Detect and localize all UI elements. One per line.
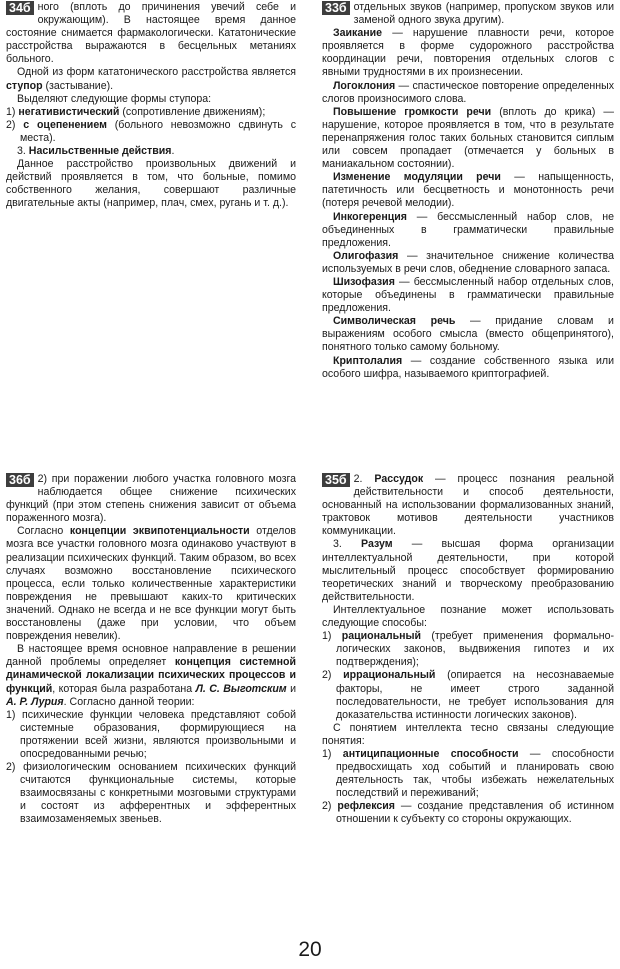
list-item: 1) психические функции человека представляют собой системные образования, формирующиеся на протяжении всей жизни, являются произвольными и опосредованными речью; xyxy=(6,708,296,760)
paragraph: Данное расстройство произвольных движений и действий проявляется в том, что больные, помимо собственного желания, совершают различные двигательные акты (например, плач, смех, ругань и т. д.). xyxy=(6,158,296,210)
list-item: 2) физиологическим основанием психических функций считаются функциональные системы, которые взаимосвязаны с конкретными мозговыми структурами и состоят из афферентных и эфферентных взаимозаменяемых звеньев. xyxy=(6,761,296,826)
list-item: 2) иррациональный (опирается на несознаваемые факторы, не имеет строго заданной последовательности, не требует использования для доказательства истинности логических законов). xyxy=(322,669,614,721)
term: рефлексия xyxy=(337,800,395,813)
term: Инкогеренция xyxy=(333,210,407,223)
card-badge: 35б xyxy=(322,473,350,487)
page-number: 20 xyxy=(298,938,322,961)
term: Заикание xyxy=(333,27,383,40)
term-definition: Символическая речь — придание словам и выражениям особого смысла (вместо общепринятого), понятного только самому больному. xyxy=(322,315,614,354)
paragraph: Выделяют следующие формы ступора: xyxy=(17,92,212,105)
term-definition: Олигофазия — значительное снижение количества используемых в речи слов, обеднение словарного запаса. xyxy=(322,249,614,275)
paragraph: Согласно концепции эквипотенциальности отделов мозга все участки головного мозга одинаково участвуют в реализации психических функций. Таким образом, во всех случаях возможно восстановление психического процесса, если только количественные характеристики повреждения не превышают каких-то критических значений. Однако не всегда и не все функции могут быть восстановлены (даже при условии, что объем повреждения невелик). xyxy=(6,525,296,643)
term: Криптолалия xyxy=(333,354,403,367)
author: А. Р. Лурия xyxy=(6,695,64,708)
paragraph: 2) при поражении любого участка головного мозга наблюдается общее снижение психических функций (при этом степень снижения зависит от объема пораженного мозга). xyxy=(6,473,296,525)
paragraph: ного (вплоть до причинения увечий себе и окружающим). В настоящее время данное состояние снимается фармакологически. Кататонические расстройства выражаются в бесцельных метаниях больного. xyxy=(6,1,296,66)
term-definition: Криптолалия — создание собственного языка или особого шифра, называемого криптографией. xyxy=(322,354,614,380)
term: Шизофазия xyxy=(333,275,395,288)
term: Повышение громкости речи xyxy=(333,105,492,118)
term: с оцепенением xyxy=(23,118,107,131)
card-34b xyxy=(6,1,296,211)
term: Разум xyxy=(361,538,393,551)
term: иррациональный xyxy=(343,669,436,682)
paragraph: отдельных звуков (например, пропуском звуков или заменой одного звука другим). xyxy=(353,1,614,27)
card-badge: 36б xyxy=(6,473,34,487)
term: ступор xyxy=(6,79,43,92)
card-badge: 33б xyxy=(322,1,350,15)
list-item: 1) рациональный (требует применения формально-логических законов, выдвижения гипотез и их подтверждения); xyxy=(322,630,614,669)
paragraph: Интеллектуальное познание может использовать следующие способы: xyxy=(322,603,614,630)
paragraph: 3. Разум — высшая форма организации интеллектуальной деятельности, при которой мыслительный процесс способствует формированию теоретических знаний и творческому преобразованию действительности. xyxy=(322,538,614,603)
card-badge: 34б xyxy=(6,1,34,15)
term-definition: Логоклония — спастическое повторение определенных слогов произносимого слова. xyxy=(322,79,614,105)
term: негативистический xyxy=(18,105,120,118)
term: Олигофазия xyxy=(333,249,399,262)
term: Насильственные действия xyxy=(28,145,172,158)
list-item: 2) рефлексия — создание представления об истинном отношении к субъекту со стороны окружающих. xyxy=(322,800,614,826)
term: концепция системной динамической локализации психических процессов и функций xyxy=(6,656,296,695)
paragraph: С понятием интеллекта тесно связаны следующие понятия: xyxy=(322,721,614,747)
author: Л. С. Выготским xyxy=(195,682,287,695)
paragraph: В настоящее время основное направление в решении данной проблемы определяет концепция системной динамической локализации психических процессов и функций, которая была разработана Л. С. Выготским и А. Р. Лурия. Согласно данной теории: xyxy=(6,643,296,708)
term: антиципационные способности xyxy=(342,747,519,760)
term: Символическая речь xyxy=(333,315,456,328)
list-item: 3. Насильственные действия. xyxy=(17,145,175,158)
list-item: 1) негативистический (сопротивление движениям); xyxy=(6,105,266,118)
term: Изменение модуляции речи xyxy=(333,171,501,184)
paragraph: Одной из форм кататонического расстройства является ступор (застывание). xyxy=(6,66,296,92)
term-definition: Инкогеренция — бессмысленный набор слов, не объединенных в грамматически правильные предложения. xyxy=(322,210,614,249)
card-33b xyxy=(322,1,614,381)
term: Логоклония xyxy=(333,79,396,92)
list-item: 1) антиципационные способности — способности предвосхищать ход событий и планировать свою деятельность так, чтобы избежать нежелательных последствий и переживаний; xyxy=(322,747,614,800)
term-definition: Изменение модуляции речи — напыщенность, патетичность или бесцветность и монотонность речи (потеря речевой мелодии). xyxy=(322,171,614,210)
term: рациональный xyxy=(341,630,422,643)
card-35b: 35б 2. Рассудок — процесс познания реальной действительности и способ деятельности, основанный на использовании формализованных знаний, трактовок мотивов деятельности участников коммуникации. 3. Разум — высшая форма организации интеллектуальной деятельности, при которой мыслительный процесс способствует формированию теоретических знаний и творческому преобразованию действительности. Интеллектуальное познание может использовать следующие способы: 1) рациональный (требует применения формально-логических законов, выдвижения гипотез и их подтверждения); 2) иррациональный (опирается на несознаваемые факторы, не имеет строго заданной последовательности, не требует использования для доказательства истинности логических законов). С понятием интеллекта тесно связаны следующие понятия: 1) антиципационные способности — способности предвосхищать ход событий и планировать свою деятельность так, чтобы избежать нежелательных последствий и переживаний; 2) рефлексия — создание представления об истинном отношении к субъекту со стороны окружающих. xyxy=(322,473,614,826)
list-item: 2) с оцепенением (больного невозможно сдвинуть с места). xyxy=(6,118,296,144)
term-definition: Шизофазия — бессмысленный набор отдельных слов, которые объединены в грамматически правильные предложения. xyxy=(322,275,614,315)
term: Рассудок xyxy=(374,473,424,485)
card-36b xyxy=(6,473,296,827)
term: концепции эквипотенциальности xyxy=(69,525,250,538)
term-definition: Повышение громкости речи (вплоть до крика) — нарушение, которое проявляется в том, что в результате перенапряжения голос таких больных становится сиплым или совсем пропадает (отмечается у больных в маниакальном состоянии). xyxy=(322,105,614,171)
term-definition: Заикание — нарушение плавности речи, которое проявляется в форме судорожного расстройства координации речи, повторения отдельных слогов с явными трудностями в их произнесении. xyxy=(322,27,614,79)
